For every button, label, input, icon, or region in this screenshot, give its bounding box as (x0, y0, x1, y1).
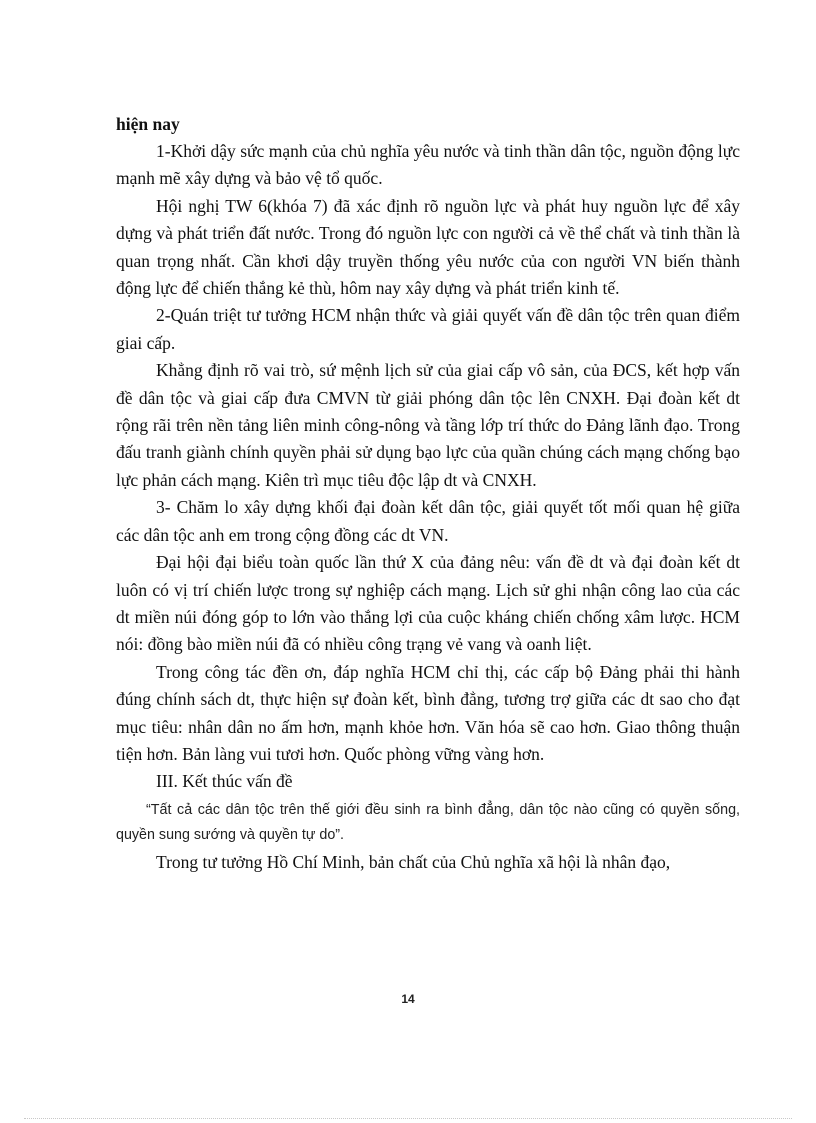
page-content (116, 110, 740, 876)
paragraph-closing: Trong tư tưởng Hồ Chí Minh, bản chất của Chủ nghĩa xã hội là nhân đạo, (156, 851, 671, 872)
paragraph-congress-x: Đại hội đại biểu toàn quốc lần thứ X của đảng nêu: vấn đề dt và đại đoàn kết dt luôn có vị trí chiến lược trong sự nghiệp cách mạng. Lịch sử ghi nhận công lao của các dt miền núi đóng góp to lớn vào thắng lợi của cuộc kháng chiến chống xâm lược. HCM nói: đồng bào miền núi đã có nhiều công trạng vẻ vang và oanh liệt. (116, 552, 740, 655)
paragraph-gratitude: Trong công tác đền ơn, đáp nghĩa HCM chỉ thị, các cấp bộ Đảng phải thi hành đúng chính sách dt, thực hiện sự đoàn kết, bình đẳng, tương trợ giữa các dt sao cho đạt mục tiêu: nhân dân no ấm hơn, mạnh khỏe hơn. Văn hóa sẽ cao hơn. Giao thông thuận tiện hơn. Bản làng vui tươi hơn. Quốc phòng vững vàng hơn. (116, 661, 740, 764)
paragraph-point-3: 3- Chăm lo xây dựng khối đại đoàn kết dân tộc, giải quyết tốt mối quan hệ giữa các dân tộc anh em trong cộng đồng các dt VN. (116, 497, 740, 545)
paragraph-point-1: 1-Khởi dậy sức mạnh của chủ nghĩa yêu nước và tinh thần dân tộc, nguồn động lực mạnh mẽ xây dựng và bảo vệ tổ quốc. (116, 141, 740, 189)
quote-text: “Tất cả các dân tộc trên thế giới đều sinh ra bình đẳng, dân tộc nào cũng có quyền sống, quyền sung sướng và quyền tự do”. (116, 801, 740, 843)
page-number: 14 (401, 992, 415, 1006)
section-title-conclusion: III. Kết thúc vấn đề (156, 771, 293, 792)
section-heading-tail: hiện nay (116, 114, 180, 134)
paragraph-class-role: Khẳng định rõ vai trò, sứ mệnh lịch sử của giai cấp vô sản, của ĐCS, kết hợp vấn đề dân tộc và giai cấp đưa CMVN từ giải phóng dân tộc lên CNXH. Đại đoàn kết dt rộng rãi trên nền tảng liên minh công-nông và tầng lớp trí thức do Đảng lãnh đạo. Trong đấu tranh giành chính quyền phải sử dụng bạo lực của quần chúng cách mạng chống bạo lực phản cách mạng. Kiên trì mục tiêu độc lập dt và CNXH. (116, 360, 740, 490)
paragraph-point-2: 2-Quán triệt tư tưởng HCM nhận thức và giải quyết vấn đề dân tộc trên quan điểm giai cấp. (116, 305, 740, 353)
page-bottom-divider (24, 1118, 792, 1119)
paragraph-tw6: Hội nghị TW 6(khóa 7) đã xác định rõ nguồn lực và phát huy nguồn lực để xây dựng và phát triển đất nước. Trong đó nguồn lực con người cả về thể chất và tinh thần là quan trọng nhất. Cần khơi dậy truyền thống yêu nước của con người VN biến thành động lực để chiến thắng kẻ thù, hôm nay xây dựng và phát triển kinh tế. (116, 195, 740, 299)
